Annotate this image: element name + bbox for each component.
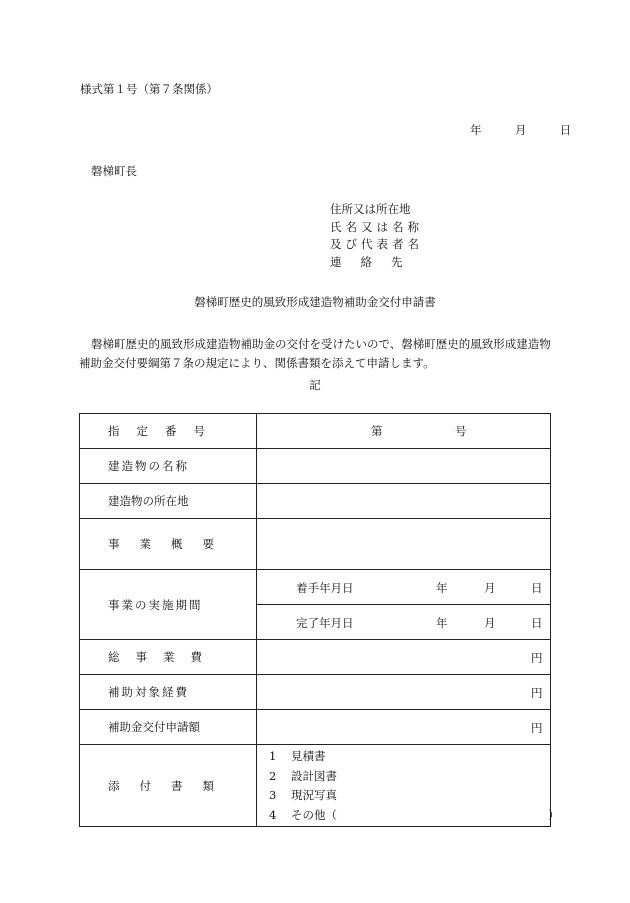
designation-go: 号 (455, 424, 467, 438)
project-summary-label: 事業概要 (80, 519, 257, 570)
total-cost-cell (257, 640, 551, 675)
addressee: 磐梯町長 (91, 164, 137, 178)
subsidy-target-yen: 円 (531, 686, 543, 700)
end-day: 日 (531, 616, 543, 630)
building-location-label: 建造物の所在地 (80, 484, 257, 519)
attachments-list (257, 746, 560, 825)
end-month: 月 (484, 616, 496, 630)
building-name-label: 建造物の名称 (80, 449, 257, 484)
table-row (80, 519, 551, 570)
applicant-name-label: 氏名又は名称 (330, 219, 423, 234)
table-row (80, 484, 551, 519)
project-summary-value (257, 519, 551, 570)
date-line (470, 122, 571, 138)
date-day: 日 (559, 123, 572, 137)
period-label: 事業の実施期間 (80, 570, 257, 640)
table-row (80, 414, 551, 449)
end-label: 完了年月日 (296, 616, 354, 630)
table-row (80, 710, 551, 745)
period-end-cell (257, 605, 551, 640)
designation-number-label: 指定番号 (80, 414, 257, 449)
subsidy-target-label: 補助対象経費 (80, 675, 257, 710)
total-cost-label: 総事業費 (80, 640, 257, 675)
building-location-value (257, 484, 551, 519)
start-year: 年 (436, 581, 448, 595)
attachments-cell (257, 745, 560, 827)
attachments-close-paren: ） (548, 807, 560, 822)
subsidy-amount-label: 補助金交付申請額 (80, 710, 257, 745)
list-item: 1 見積書 (269, 749, 326, 763)
table-row (80, 449, 551, 484)
subsidy-target-cell (257, 675, 551, 710)
form-title: 磐梯町歴史的風致形成建造物補助金交付申請書 (194, 295, 436, 309)
applicant-contact-label: 連絡先 (330, 254, 422, 269)
applicant-block (330, 201, 423, 271)
designation-number-cell (257, 414, 551, 449)
table-row (80, 640, 551, 675)
applicant-representative-label: 及び代表者名 (330, 237, 423, 251)
period-start-cell (257, 570, 551, 605)
start-label: 着手年月日 (296, 581, 354, 595)
start-month: 月 (484, 581, 496, 595)
applicant-address-label: 住所又は所在地 (330, 202, 411, 216)
list-item: 2 設計図書 (269, 768, 337, 783)
total-cost-yen: 円 (531, 651, 543, 665)
table-row (80, 745, 551, 827)
subsidy-amount-cell (257, 710, 551, 745)
designation-dai: 第 (371, 424, 383, 438)
list-item: 3 現況写真 (269, 788, 337, 802)
table-row (80, 570, 551, 605)
attachments-label: 添付書類 (80, 745, 257, 827)
building-name-value (257, 449, 551, 484)
date-year: 年 (470, 123, 482, 137)
date-month: 月 (514, 123, 527, 137)
form-number: 様式第１号（第７条関係） (80, 82, 218, 96)
end-year: 年 (436, 616, 448, 630)
ki-heading: 記 (309, 378, 321, 392)
body-text: 磐梯町歴史的風致形成建造物補助金の交付を受けたいので、磐梯町歴史的風致形成建造物補助金交付要綱第７条の規定により、関係書類を添えて申請します。 (79, 337, 551, 370)
table-row (80, 675, 551, 710)
list-item: 4 その他（ ） (269, 806, 550, 826)
subsidy-amount-yen: 円 (531, 721, 543, 735)
start-day: 日 (531, 581, 543, 595)
application-table (79, 413, 560, 827)
